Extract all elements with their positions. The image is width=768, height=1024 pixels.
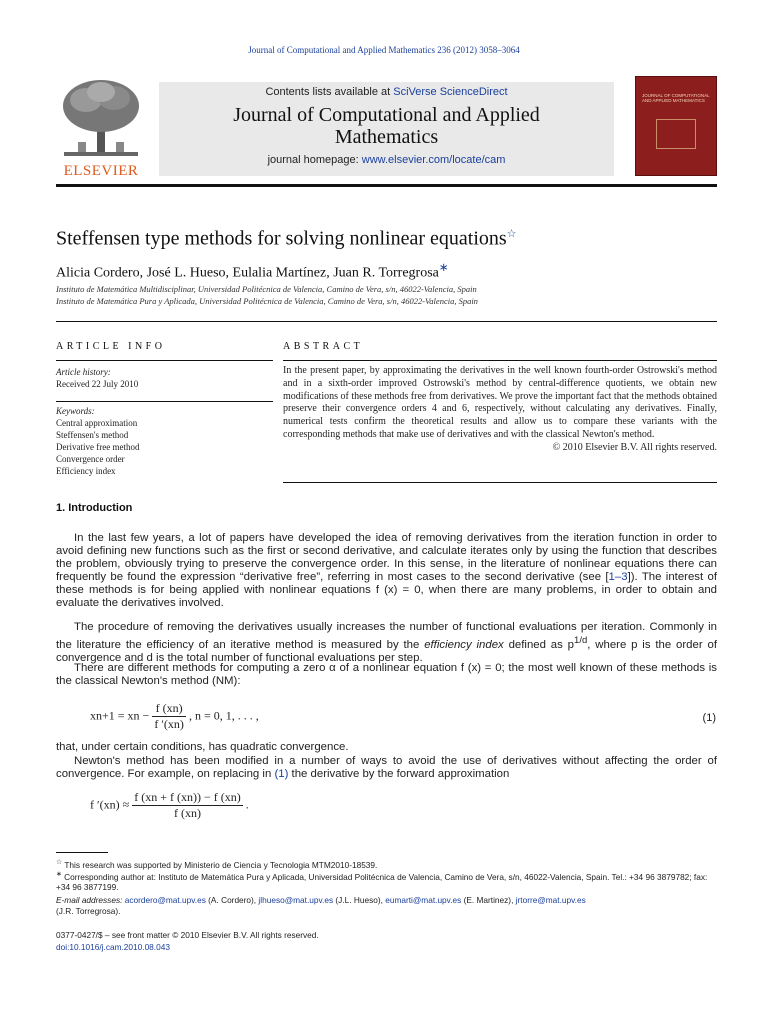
elsevier-tree-icon [56,76,146,160]
corresponding-author-mark[interactable]: ∗ [438,261,449,274]
journal-title-line1: Journal of Computational and Applied [233,104,540,126]
eq2-fraction [132,790,243,821]
email-link-torregrosa[interactable]: jrtorre@mat.upv.es [515,895,586,905]
homepage-line [159,154,614,166]
footnote-funding [56,858,717,870]
affiliation-2: Instituto de Matemática Pura y Aplicada, Universidad Politécnica de Valencia, Camino de Vera, s/n, 46022-Valencia, Spain [56,296,478,306]
eq2-denominator: f (xn) [173,806,201,820]
eq1-fraction [152,701,186,732]
cover-title: JOURNAL OF COMPUTATIONAL AND APPLIED MATHEMATICS [642,93,710,103]
email-name: (A. Cordero), [205,895,259,905]
journal-title [159,104,614,148]
p2-text-b: defined as p [503,638,575,651]
intro-paragraph-3: There are different methods for computing a zero α of a nonlinear equation f (x) = 0; the most well known of these methods is the classical Newton's method (NM): [56,662,717,688]
journal-cover-image [635,76,717,176]
article-history [56,366,138,390]
keywords-block [56,405,139,477]
p2-exponent: 1/d [574,635,588,647]
equation-1 [90,701,259,732]
funding-text: This research was supported by Ministerio de Ciencia y Tecnologia MTM2010-18539. [64,859,378,870]
eq1-denominator: f ′(xn) [154,717,184,731]
sciencedirect-link[interactable]: SciVerse ScienceDirect [393,86,508,98]
footnote-asterisk-mark: ∗ [56,871,62,878]
intro-paragraph-1 [56,532,717,611]
abstract-body [283,365,717,455]
paper-title-text: Steffensen type methods for solving nonlinear equations [56,227,507,250]
eq1-rhs: , n = 0, 1, . . . , [188,708,259,723]
abstract-copyright: © 2010 Elsevier B.V. All rights reserved. [552,441,717,453]
p5-text-a: Newton's method has been modified in a number of ways to avoid the use of derivatives without affecting the order of convergence. For example, on replacing in [56,755,717,781]
corresponding-text: Corresponding author at: Instituto de Matemática Pura y Aplicada, Universidad Politécnica de Valencia, Camino de Vera, s/n, 46022-Valencia, Spain. Tel.: +34 96 3879782; fax: +34 96 3877199. [56,871,708,893]
email-name: (E. Martinez), [461,895,516,905]
article-info-caption: ARTICLE INFO [56,341,166,352]
email-name: (J.R. Torregrosa). [56,905,121,916]
footnote-star-mark: ☆ [56,859,63,866]
abstract-rule-top [283,360,717,361]
p5-text-b: the derivative by the forward approximation [288,768,510,781]
elsevier-wordmark: ELSEVIER [63,163,139,179]
cover-art [656,119,696,149]
journal-title-line2: Mathematics [334,126,439,148]
keywords-rule [56,401,273,402]
equation-1-label: (1) [702,712,716,724]
reference-link-1-3[interactable]: 1–3 [608,571,628,584]
abstract-rule-bottom [283,482,717,483]
p1-text-a: In the last few years, a lot of papers have developed the idea of removing derivatives from the iteration function in order to avoid defining new functions such as the first or second derivative, and calculate iterates only by using the function that describes the problem, obviously trying to preserve the convergence order. In this sense, in the literature of nonlinear equations there can frequently be found the expression “derivative free”, referring in most cases to the second derivative (see [ [56,532,717,584]
doi-line [56,942,170,953]
p2-text-a: The procedure of removing the derivatives usually increases the number of functional evaluations per iteration. Commonly in the literature the efficiency of an iterative method is measured by the [56,621,717,651]
homepage-link[interactable]: www.elsevier.com/locate/cam [361,154,506,166]
p2-text-c: , where p is the order of convergence and d is the total number of functional evaluations per step. [56,638,717,664]
email-link-hueso[interactable]: jlhueso@mat.upv.es [258,895,334,905]
keyword-item: Central approximation [56,418,138,428]
equation-2 [90,790,249,821]
paper-title [56,227,517,251]
front-matter-issn: 0377-0427/$ – see front matter © 2010 Elsevier B.V. All rights reserved. [56,930,319,940]
footnote-corresponding [56,870,717,893]
keyword-item: Convergence order [56,454,125,464]
email-link-martinez[interactable]: eumarti@mat.upv.es [385,895,462,905]
intro-paragraph-2 [56,621,717,665]
received-date: Received 22 July 2010 [56,379,139,389]
eq1-numerator: f (xn) [152,701,186,717]
section-heading-introduction: 1. Introduction [56,502,133,514]
email-name: (J.L. Hueso), [333,895,386,905]
keyword-item: Efficiency index [56,466,116,476]
p1-text-b: ]). The interest of these methods is for being applied with nonlinear equations f (x) = 0, when there are many problems, in order to obtain and evaluate the derivatives involved. [56,571,717,610]
article-info-rule [56,360,273,361]
keyword-item: Steffensen's method [56,430,129,440]
eq1-lhs: xn+1 = xn − [90,708,150,723]
eq2-period: . [245,797,249,812]
eq2-numerator: f (xn + f (xn)) − f (xn) [134,790,241,804]
footnote-emails [56,895,717,916]
history-label: Article history: [56,367,111,377]
homepage-prefix: journal homepage: [267,154,362,166]
author-list [56,260,449,282]
doi-link[interactable]: doi:10.1016/j.cam.2010.08.043 [56,942,170,952]
abstract-text: In the present paper, by approximating the derivatives in the well known fourth-order Ostrowski's method and in a sixth-order improved Ostrowski's method by central-difference quotients, we obtain new modifications of these methods free from derivatives. We prove the important fact that the methods obtained preserve their convergence orders 4 and 6, respectively, without calculating any derivatives. Finally, numerical tests confirm the theoretical results and allow us to compare these variants with the corresponding methods that make use of derivatives and with the classical Newton's method. [283,365,717,440]
journal-citation[interactable]: Journal of Computational and Applied Mathematics 236 (2012) 3058–3064 [248,45,520,55]
email-link-cordero[interactable]: acordero@mat.upv.es [124,895,206,905]
email-label: E-mail addresses: [56,895,123,905]
keyword-item: Derivative free method [56,442,140,452]
abstract-caption: ABSTRACT [283,341,364,352]
intro-paragraph-5 [56,755,717,781]
efficiency-index-term: efficiency index [424,638,504,651]
masthead-divider [56,184,717,187]
equation-ref-link-1[interactable]: (1) [274,768,289,781]
intro-paragraph-4: that, under certain conditions, has quadratic convergence. [56,741,349,753]
journal-banner [159,82,614,176]
keywords-label: Keywords: [56,406,95,416]
contents-prefix: Contents lists available at [265,86,394,98]
footnote-divider [56,852,108,853]
title-footnote-mark[interactable]: ☆ [506,228,517,240]
eq2-lhs: f ′(xn) ≈ [90,797,130,812]
affiliation-1: Instituto de Matemática Multidisciplinar, Universidad Politécnica de Valencia, Camino de Vera, s/n, 46022-Valencia, Spain [56,284,477,294]
contents-line [159,86,614,98]
elsevier-logo [56,76,146,180]
header-divider [56,321,717,322]
authors-text: Alicia Cordero, José L. Hueso, Eulalia Martínez, Juan R. Torregrosa [56,265,439,281]
masthead [56,76,717,180]
